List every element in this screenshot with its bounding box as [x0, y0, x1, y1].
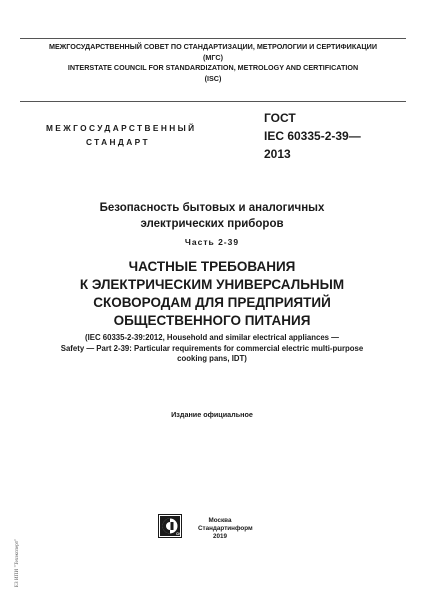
gost-designation-line1: ГОСТ — [264, 111, 296, 125]
gost-designation-line3: 2013 — [264, 147, 291, 161]
document-subtitle-line4: ОБЩЕСТВЕННОГО ПИТАНИЯ — [113, 313, 311, 328]
council-abbr-en: (ISC) — [204, 73, 222, 83]
document-title-line2: электрических приборов — [140, 218, 284, 230]
edition-label: Издание официальное — [171, 410, 253, 419]
logo-letters: СИ — [176, 532, 181, 536]
publisher-city: Москва — [208, 517, 232, 524]
part-number: Часть 2-39 — [184, 237, 240, 247]
document-subtitle — [30, 258, 394, 330]
council-name-ru: МЕЖГОСУДАРСТВЕННЫЙ СОВЕТ ПО СТАНДАРТИЗАЦИИ, МЕТРОЛОГИИ И СЕРТИФИКАЦИИ — [48, 42, 378, 51]
gost-designation-line2: IEC 60335-2-39— — [264, 129, 361, 143]
document-subtitle-line3: СКОВОРОДАМ ДЛЯ ПРЕДПРИЯТИЙ — [93, 295, 331, 310]
english-title-line1: (IEC 60335-2-39:2012, Household and similar electrical appliances — — [85, 333, 339, 342]
publisher-year: 2019 — [212, 533, 227, 541]
document-title — [30, 200, 394, 232]
watermark-text: ЕЗ ИПИ "Техэксперт" — [14, 538, 20, 588]
publisher-info — [198, 517, 253, 542]
standard-type — [46, 121, 246, 149]
document-subtitle-line1: ЧАСТНЫЕ ТРЕБОВАНИЯ — [128, 259, 296, 274]
standard-type-line2: СТАНДАРТ — [86, 137, 150, 147]
council-abbr-ru: (МГС) — [203, 52, 223, 62]
council-name-en: INTERSTATE COUNCIL FOR STANDARDIZATION, METROLOGY AND CERTIFICATION — [67, 63, 359, 72]
standard-type-line1: МЕЖГОСУДАРСТВЕННЫЙ — [46, 123, 197, 133]
english-title-line3: cooking pans, IDT) — [177, 354, 247, 363]
document-title-line1: Безопасность бытовых и аналогичных — [99, 202, 325, 214]
document-subtitle-line2: К ЭЛЕКТРИЧЕСКИМ УНИВЕРСАЛЬНЫМ — [79, 277, 345, 292]
english-title-line2: Safety — Part 2-39: Particular requirements for commercial electric multi-purpose — [60, 343, 364, 353]
standartinform-logo-icon — [158, 514, 182, 538]
english-title — [40, 333, 384, 365]
gost-designation — [264, 109, 414, 163]
council-header — [20, 38, 406, 102]
publisher-name: Стандартинформ — [198, 525, 253, 533]
watermark — [12, 528, 22, 598]
